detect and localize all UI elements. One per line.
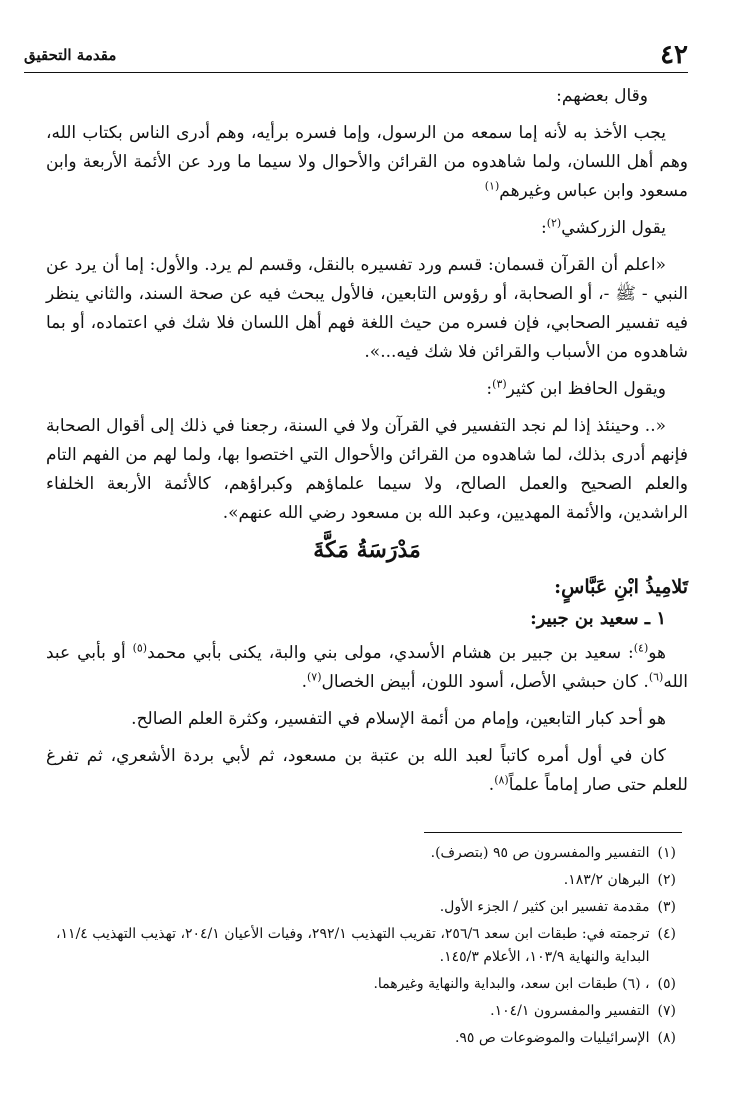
footnote-ref: (٤) (633, 641, 649, 655)
paragraph-tail: : (540, 218, 547, 238)
footnote-number: (٣) (657, 899, 676, 915)
paragraph-intro: وقال بعضهم: (556, 86, 648, 106)
footnote-number: (٤) (657, 926, 676, 942)
paragraph-text: يجب الأخذ به لأنه إما سمعه من الرسول، وإما فسره برأيه، وهم أدرى الناس بكتاب الله، وهم أهل اللسان، ولما شاهدوه من القرائن والأحوال ولا سيما ما ورد عن الأئمة الأربعة وابن مسعود وابن عباس وغيرهم (46, 123, 688, 201)
footnote-item (56, 869, 676, 892)
page-number: ٤٢ (660, 40, 688, 70)
paragraph-tail: . (488, 775, 495, 795)
footnote-number: (٢) (657, 872, 676, 888)
paragraph-text: ويقول الحافظ ابن كثير (506, 379, 666, 399)
footnote-item (56, 842, 676, 865)
paragraph-tabieen: هو أحد كبار التابعين، وإمام من أئمة الإسلام في التفسير، وكثرة العلم الصالح. (131, 709, 666, 729)
footnote-ref: (٢) (546, 216, 562, 230)
entry-heading: ١ ـ سعيد بن جبير: (530, 608, 666, 629)
paragraph-text: كان في أول أمره كاتباً لعبد الله بن عتبة بن مسعود، ثم لأبي بردة الأشعري، ثم تفرغ للعلم حتى صار إماماً علماً (46, 746, 688, 795)
paragraph-ibn-kathir (46, 375, 688, 404)
section-heading: مَدْرَسَةُ مَكَّةَ (313, 537, 421, 563)
footnote-ref: (٨) (494, 773, 509, 787)
footnote-text: الإسرائيليات والموضوعات ص ٩٥. (454, 1030, 650, 1046)
paragraph-zarkashi-quote: «اعلم أن القرآن قسمان: قسم ورد تفسيره بالنقل، وقسم لم يرد. والأول: إما أن يرد عن النبي - ﷺ -، أو الصحابة، أو رؤوس التابعين، فالأول يبحث فيه عن صحة السند، والثاني ينظر فيه تفسير الصحابي، فإن فسره من حيث اللغة فهم أهل اللسان فلا شك في اعتماده، أو بما شاهدوه من الأسباب والقرائن فلا شك فيه...». (46, 255, 688, 362)
footnote-ref: (٥) (132, 641, 148, 655)
paragraph-text: يقول الزركشي (561, 218, 666, 238)
paragraph-tail: . (301, 672, 307, 692)
subsection-heading: تَلامِيذُ ابْنِ عَبَّاسٍ: (554, 576, 688, 598)
paragraph-text: . كان حبشي الأصل، أسود اللون، أبيض الخصال (321, 672, 649, 692)
footnote-number: (٨) (657, 1030, 676, 1046)
paragraph-text: هو (648, 643, 666, 663)
footnote-number: (٥) (657, 976, 676, 992)
footnote-item (56, 896, 676, 919)
footnote-ref: (١) (484, 179, 500, 193)
footnote-text: التفسير والمفسرون ١٠٤/١. (490, 1003, 650, 1019)
footnote-text: البرهان ١٨٣/٢. (563, 872, 650, 888)
footnote-number: (٧) (657, 1003, 676, 1019)
main-text (46, 82, 688, 808)
footnote-number: (١) (657, 845, 676, 861)
footnote-divider (424, 832, 682, 833)
footnote-item (56, 973, 676, 996)
page-header (24, 38, 688, 73)
footnote-ref: (٧) (306, 670, 322, 684)
footnote-item (56, 1027, 676, 1050)
paragraph-text: : سعيد بن جبير بن هشام الأسدي، مولى بني والبة، يكنى بأبي محمد (147, 643, 634, 663)
footnote-ref: (٦) (648, 670, 664, 684)
footnote-text: التفسير والمفسرون ص ٩٥ (بتصرف). (430, 845, 650, 861)
footnote-text: ، (٦) طبقات ابن سعد، والبداية والنهاية وغيرهما. (373, 976, 650, 992)
paragraph-tail: : (486, 379, 493, 399)
paragraph-text: أو بأبي عبد الله (46, 643, 688, 692)
footnote-item (56, 923, 676, 969)
footnote-ref: (٣) (492, 377, 507, 391)
paragraph-career (46, 742, 688, 800)
footnote-text: ترجمته في: طبقات ابن سعد ٢٥٦/٦، تقريب التهذيب ٢٩٢/١، وفيات الأعيان ٢٠٤/١، تهذيب التهذيب ١١/٤، البداية والنهاية ١٠٣/٩، الأعلام ١٤٥/٣. (56, 926, 650, 965)
paragraph-zarkashi (46, 214, 688, 243)
footnote-text: مقدمة تفسير ابن كثير / الجزء الأول. (439, 899, 650, 915)
running-title: مقدمة التحقيق (24, 46, 117, 64)
paragraph-biography (46, 639, 688, 697)
footnote-item (56, 1000, 676, 1023)
footnotes (56, 842, 676, 1054)
paragraph-quote-1 (46, 119, 688, 206)
paragraph-ibn-kathir-quote: «.. وحينئذ إذا لم نجد التفسير في القرآن ولا في السنة، رجعنا في ذلك إلى أقوال الصحابة فإنهم أدرى بذلك، لما شاهدوه من القرائن والأحوال التي اختصوا بها، ولما لهم من الفهم التام والعلم الصحيح والعمل الصالح، ولا سيما علماؤهم وكبراؤهم، كالأئمة الأربعة الخلفاء الراشدين، والأئمة المهديين، وعبد الله بن مسعود رضي الله عنهم». (46, 416, 688, 523)
